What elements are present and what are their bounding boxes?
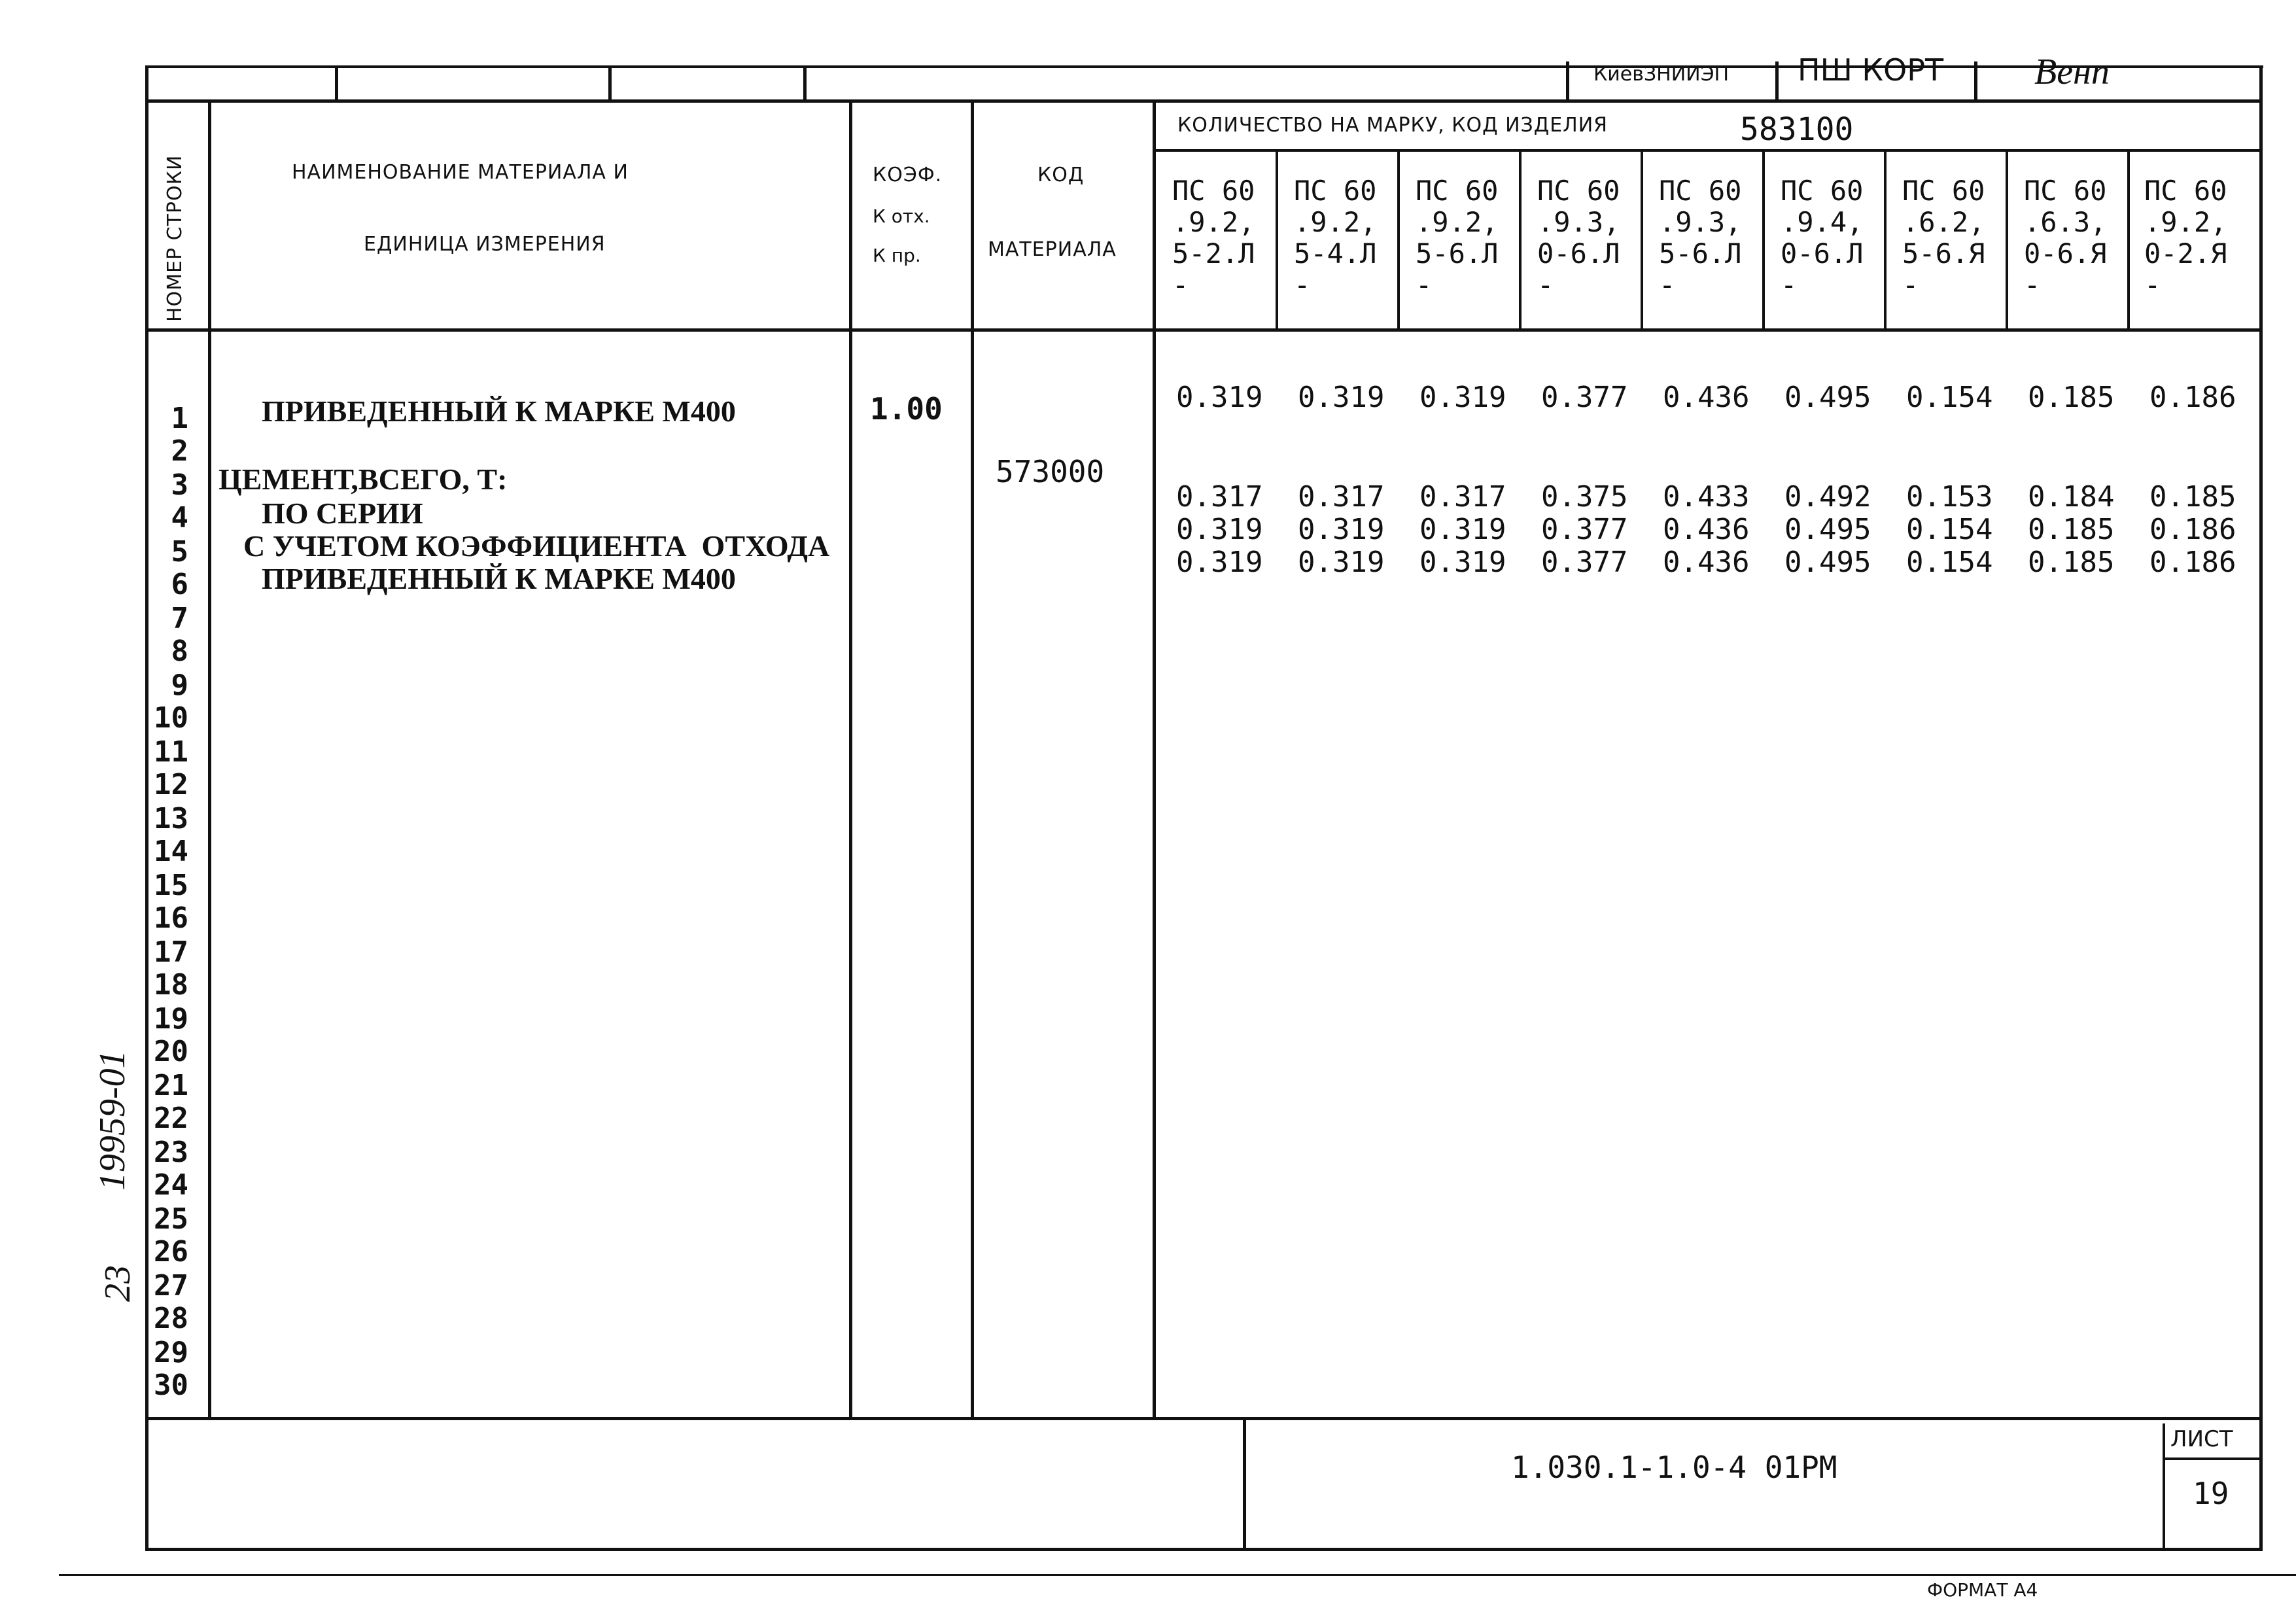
row-number: 7: [171, 602, 188, 635]
model-header: ПС 60 .9.4, 0-6.Л -: [1781, 175, 1864, 301]
top-tick: [803, 65, 807, 101]
qty-cell: 0.377: [1541, 381, 1628, 414]
row-number: 25: [154, 1202, 188, 1236]
qty-cell: 0.185: [2028, 513, 2115, 546]
frame-top-stub-line: [147, 65, 2263, 68]
header-top-line: [145, 99, 2263, 103]
quantity-header: КОЛИЧЕСТВО НА МАРКУ, КОД ИЗДЕЛИЯ: [1177, 114, 1609, 137]
row-number: 13: [154, 802, 188, 835]
top-tick: [608, 65, 612, 101]
top-tick: [1775, 61, 1779, 102]
row-number: 26: [154, 1235, 188, 1268]
qty-cell: 0.319: [1298, 546, 1385, 579]
row-number: 4: [171, 501, 188, 534]
row-number: 11: [154, 735, 188, 769]
qty-cell: 0.153: [1906, 480, 1993, 514]
row-number: 28: [154, 1302, 188, 1335]
format-label: ФОРМАТ А4: [1927, 1579, 2038, 1601]
qty-cell: 0.377: [1541, 513, 1628, 546]
coef-header-line1: КОЭФ.: [873, 164, 943, 186]
row-number: 2: [171, 434, 188, 468]
material-name-header-line1: НАИМЕНОВАНИЕ МАТЕРИАЛА И: [292, 161, 629, 184]
coef-header-line3: К пр.: [873, 245, 921, 266]
model-header: ПС 60 .9.3, 5-6.Л -: [1659, 175, 1742, 301]
model-header: ПС 60 .6.3, 0-6.Я -: [2024, 175, 2107, 301]
qty-cell: 0.317: [1176, 480, 1263, 514]
row-1-description: ПРИВЕДЕННЫЙ К МАРКЕ М400: [262, 394, 736, 428]
row-4-description: ПО СЕРИИ: [262, 497, 423, 530]
qty-cell: 0.495: [1784, 513, 1871, 546]
top-tick: [335, 65, 338, 101]
footer-divider: [1243, 1417, 1246, 1549]
col-line-rownum: [208, 99, 211, 1420]
row-number: 23: [154, 1136, 188, 1169]
qty-cell: 0.184: [2028, 480, 2115, 514]
row-number-header: НОМЕР СТРОКИ: [164, 154, 186, 322]
qty-cell: 0.495: [1784, 546, 1871, 579]
side-archive-number: 19959-01: [92, 1050, 133, 1191]
model-header: ПС 60 .9.2, 5-2.Л -: [1172, 175, 1255, 301]
sheet-number: 19: [2193, 1476, 2229, 1511]
header-bottom-line: [145, 328, 2263, 332]
row-number: 12: [154, 768, 188, 801]
qty-cell: 0.492: [1784, 480, 1871, 514]
qty-cell: 0.317: [1419, 480, 1506, 514]
qty-cell: 0.186: [2149, 381, 2236, 414]
qty-cell: 0.375: [1541, 480, 1628, 514]
qty-cell: 0.319: [1419, 381, 1506, 414]
row-number: 27: [154, 1269, 188, 1302]
row-number: 1: [171, 402, 188, 435]
row-number: 20: [154, 1035, 188, 1068]
row-1-coef: 1.00: [870, 391, 943, 427]
qty-cell: 0.377: [1541, 546, 1628, 579]
qty-cell: 0.186: [2149, 546, 2236, 579]
qty-cell: 0.319: [1176, 381, 1263, 414]
qty-cell: 0.319: [1298, 381, 1385, 414]
quantity-subheader-line: [1153, 149, 2263, 152]
row-number: 19: [154, 1002, 188, 1036]
row-number: 14: [154, 835, 188, 868]
qty-cell: 0.185: [2149, 480, 2236, 514]
col-line-code: [1153, 99, 1156, 1420]
row-number: 30: [154, 1369, 188, 1402]
row-number: 24: [154, 1168, 188, 1202]
sheet-box-left: [2163, 1423, 2165, 1548]
row-number: 5: [171, 535, 188, 568]
qty-cell: 0.185: [2028, 546, 2115, 579]
code-header-line2: МАТЕРИАЛА: [988, 238, 1117, 261]
row-number: 3: [171, 468, 188, 502]
row-3-material-code: 573000: [996, 454, 1105, 489]
row-number: 17: [154, 935, 188, 969]
qty-cell: 0.319: [1419, 546, 1506, 579]
frame-bottom-border: [145, 1548, 2263, 1551]
model-header: ПС 60 .9.3, 0-6.Л -: [1537, 175, 1620, 301]
model-header: ПС 60 .9.2, 0-2.Я -: [2144, 175, 2227, 301]
model-header: ПС 60 .9.2, 5-6.Л -: [1416, 175, 1499, 301]
dept-label: ПШ КОРТ: [1798, 52, 1944, 88]
top-tick: [1566, 61, 1569, 102]
page-bottom-rule: [59, 1574, 2296, 1576]
signature: Венп: [2034, 52, 2110, 92]
qty-cell: 0.185: [2028, 381, 2115, 414]
qty-cell: 0.319: [1176, 513, 1263, 546]
qty-cell: 0.436: [1663, 546, 1750, 579]
qty-cell: 0.436: [1663, 381, 1750, 414]
org-label: КиевЗНИИЭП: [1593, 63, 1730, 86]
qty-cell: 0.317: [1298, 480, 1385, 514]
model-header: ПС 60 .9.2, 5-4.Л -: [1294, 175, 1377, 301]
qty-cell: 0.186: [2149, 513, 2236, 546]
model-header: ПС 60 .6.2, 5-6.Я -: [1902, 175, 1985, 301]
qty-cell: 0.154: [1906, 513, 1993, 546]
qty-cell: 0.319: [1176, 546, 1263, 579]
sheet-box-mid: [2163, 1457, 2261, 1460]
code-header-line1: КОД: [1037, 164, 1085, 186]
row-number: 15: [154, 869, 188, 902]
qty-cell: 0.436: [1663, 513, 1750, 546]
frame-left-border: [145, 65, 148, 1550]
row-number: 16: [154, 901, 188, 935]
coef-header-line2: К отх.: [873, 205, 930, 227]
qty-cell: 0.154: [1906, 381, 1993, 414]
qty-cell: 0.433: [1663, 480, 1750, 514]
top-tick: [1974, 61, 1977, 102]
row-6-description: ПРИВЕДЕННЫЙ К МАРКЕ М400: [262, 562, 736, 595]
qty-cell: 0.154: [1906, 546, 1993, 579]
row-number: 18: [154, 968, 188, 1002]
row-number: 6: [171, 568, 188, 601]
col-line-name: [849, 99, 852, 1420]
material-name-header-line2: ЕДИНИЦА ИЗМЕРЕНИЯ: [364, 233, 606, 256]
qty-cell: 0.319: [1298, 513, 1385, 546]
col-line-coef: [971, 99, 974, 1420]
row-number: 21: [154, 1069, 188, 1102]
product-code: 583100: [1740, 111, 1854, 148]
qty-cell: 0.495: [1784, 381, 1871, 414]
row-number: 8: [171, 635, 188, 668]
row-3-description: ЦЕМЕНТ,ВСЕГО, Т:: [218, 462, 508, 496]
row-5-description: С УЧЕТОМ КОЭФФИЦИЕНТА ОТХОДА: [243, 529, 830, 563]
row-number: 10: [154, 701, 188, 735]
row-number: 22: [154, 1102, 188, 1135]
qty-cell: 0.319: [1419, 513, 1506, 546]
sheet-label: ЛИСТ: [2170, 1426, 2233, 1452]
side-page-number: 23: [97, 1265, 138, 1302]
row-number: 29: [154, 1336, 188, 1369]
document-code: 1.030.1-1.0-4 01РМ: [1511, 1450, 1837, 1485]
row-number: 9: [171, 669, 188, 702]
table-bottom-line: [145, 1417, 2263, 1420]
